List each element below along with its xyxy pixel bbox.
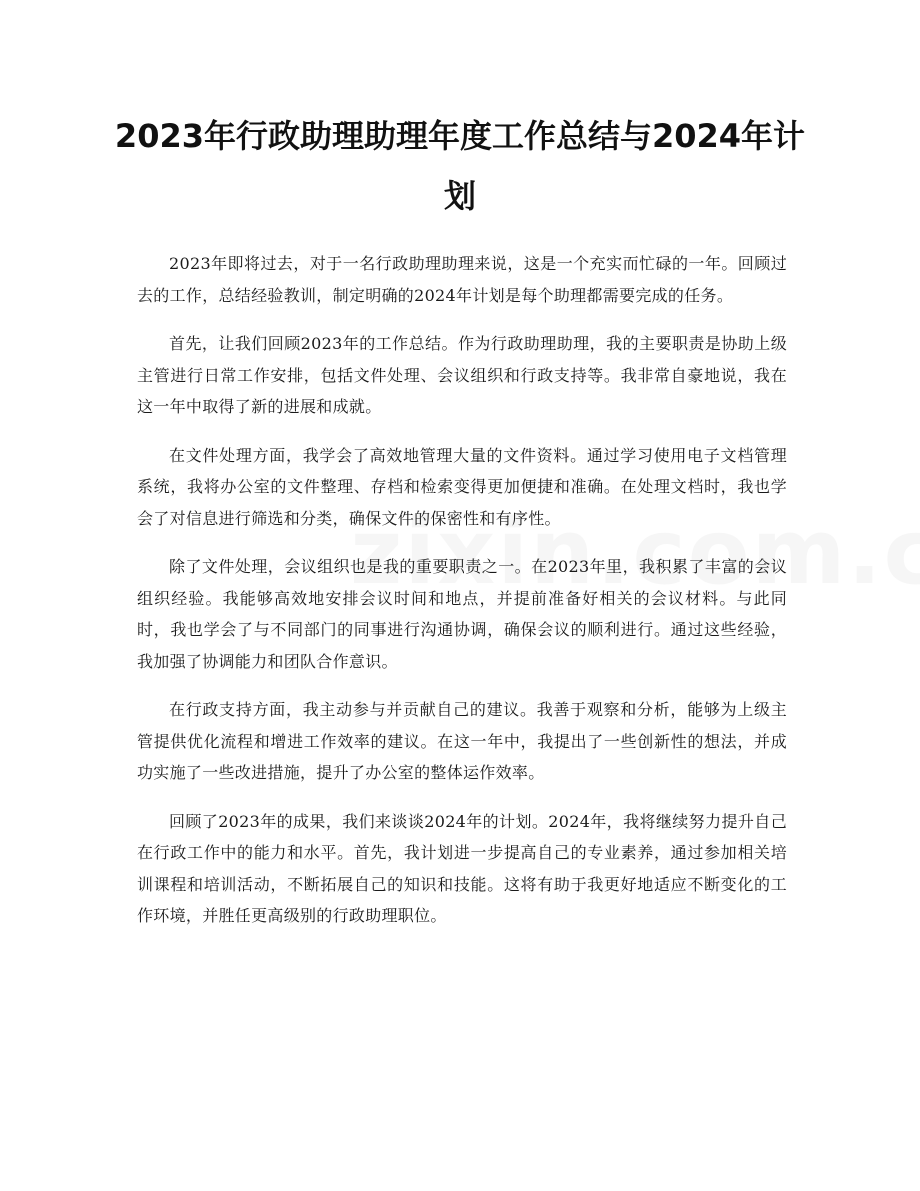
paragraph-2024-plan: 回顾了2023年的成果，我们来谈谈2024年的计划。2024年，我将继续努力提升自己在行政工作中的能力和水平。首先，我计划进一步提高自己的专业素养，通过参加相关培训课程和培训活动，不断拓展自己的知识和技能。这将有助于我更好地适应不断变化的工作环境，并胜任更高级别的行政助理职位。 [137,811,787,925]
paragraph-intro: 2023年即将过去，对于一名行政助理助理来说，这是一个充实而忙碌的一年。回顾过去的工作，总结经验教训，制定明确的2024年计划是每个助理都需要完成的任务。 [137,254,787,305]
document-body [137,248,787,949]
paragraph-admin-support: 在行政支持方面，我主动参与并贡献自己的建议。我善于观察和分析，能够为上级主管提供优化流程和增进工作效率的建议。在这一年中，我提出了一些创新性的想法，并成功实施了一些改进措施，提升了办公室的整体运作效率。 [137,700,787,782]
paragraph-file-handling: 在文件处理方面，我学会了高效地管理大量的文件资料。通过学习使用电子文档管理系统，我将办公室的文件整理、存档和检索变得更加便捷和准确。在处理文档时，我也学会了对信息进行筛选和分类，确保文件的保密性和有序性。 [137,445,787,528]
paragraph-summary-overview: 首先，让我们回顾2023年的工作总结。作为行政助理助理，我的主要职责是协助上级主管进行日常工作安排，包括文件处理、会议组织和行政支持等。我非常自豪地说，我在这一年中取得了新的进展和成就。 [137,334,787,416]
document-title: 2023年行政助理助理年度工作总结与2024年计划 [114,117,806,215]
paragraph-meeting-organization: 除了文件处理，会议组织也是我的重要职责之一。在2023年里，我积累了丰富的会议组织经验。我能够高效地安排会议时间和地点，并提前准备好相关的会议材料。与此同时，我也学会了与不同部门的同事进行沟通协调，确保会议的顺利进行。通过这些经验，我加强了协调能力和团队合作意识。 [137,557,787,671]
